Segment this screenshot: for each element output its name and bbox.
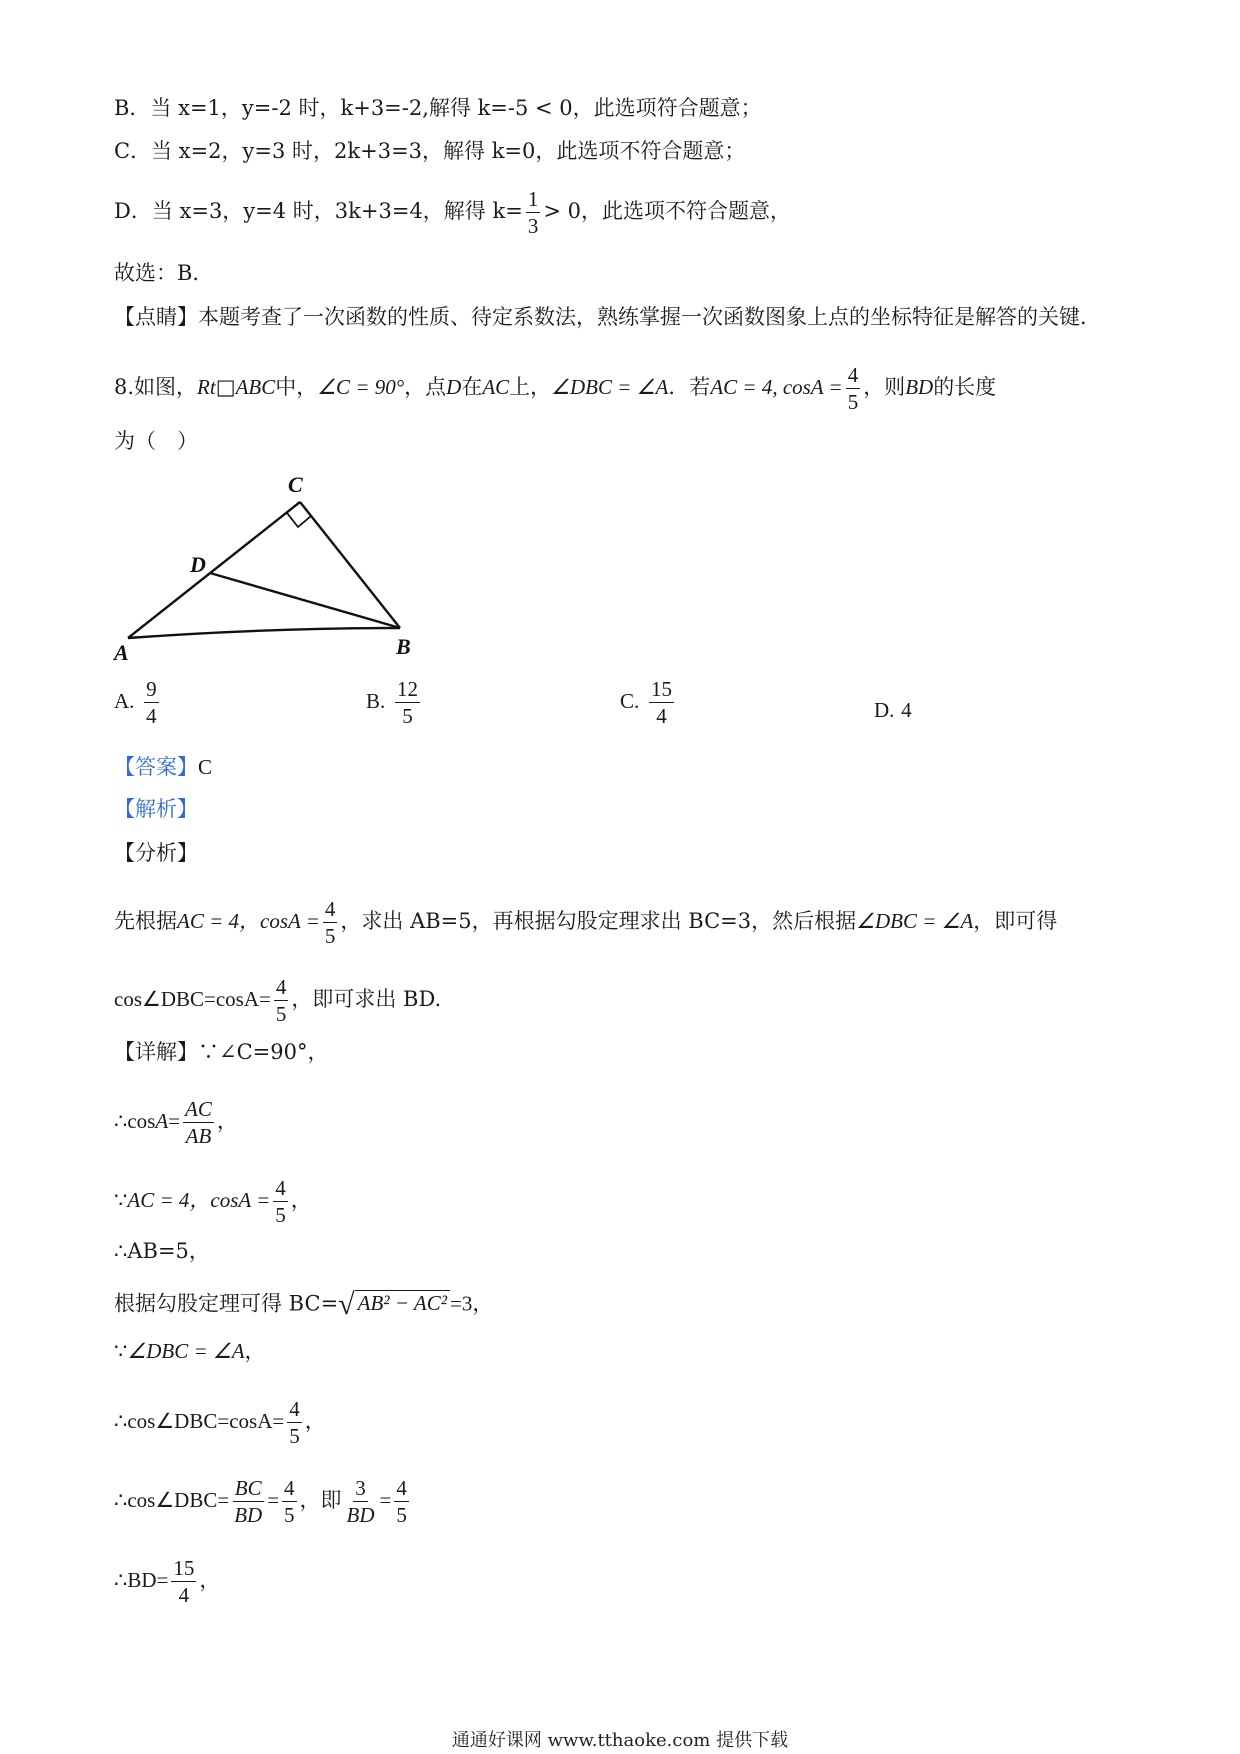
frac-den: 5	[402, 704, 413, 729]
final-choice: 故选：B．	[114, 261, 214, 285]
detail-step-7	[114, 1398, 326, 1447]
choice-label: B.	[366, 689, 386, 714]
q-abc: ABC	[235, 375, 276, 400]
frac-den: AB	[185, 1124, 212, 1149]
q-box: □	[215, 375, 236, 400]
detail-text: ，	[244, 1339, 266, 1363]
detail-frac	[183, 1098, 214, 1147]
answer-value: C	[198, 755, 213, 779]
q-bd: BD	[905, 375, 934, 400]
detail-text: ∴BD=	[114, 1568, 169, 1593]
label-b: B	[396, 634, 411, 659]
detail-text: ∵	[114, 1188, 128, 1213]
detail-text: ∴cos	[114, 1109, 156, 1134]
detail-frac	[232, 1477, 264, 1526]
detail-text: 根据勾股定理可得 BC=	[114, 1291, 339, 1316]
detail-text: ∵	[114, 1339, 128, 1363]
detail-text: ，	[216, 1109, 238, 1134]
frac-den: 5	[847, 390, 859, 415]
frac-den: 5	[275, 1002, 287, 1027]
detail-text: ，即	[299, 1488, 342, 1513]
frac-den: 5	[396, 1503, 407, 1528]
fenxi-line-1	[114, 898, 1057, 947]
detail-step-1: 【详解】∵∠C=90°，	[114, 1040, 329, 1064]
fenxi-frac	[323, 898, 338, 947]
frac-den: 5	[324, 924, 336, 949]
frac-num: 4	[323, 898, 338, 923]
fenxi-text: cos∠DBC=cosA=	[114, 987, 271, 1012]
frac-num: 15	[171, 1557, 196, 1582]
detail-frac	[345, 1477, 377, 1526]
question-8	[114, 364, 996, 413]
segment-db	[210, 573, 400, 628]
detail-step-8	[114, 1477, 412, 1526]
frac-num: 4	[287, 1398, 302, 1423]
detail-math: cosA =	[210, 1188, 271, 1213]
question-8-line2: 为（ ）	[114, 429, 198, 453]
fenxi-frac	[274, 976, 289, 1025]
detail-text: ，	[199, 1568, 221, 1593]
q-text: ，点	[404, 375, 447, 400]
fenxi-text: ，即可得	[973, 909, 1058, 934]
frac-den: BD	[234, 1503, 263, 1528]
q-text: 在	[461, 375, 483, 400]
frac-den: 4	[146, 704, 157, 729]
frac-den: 5	[275, 1203, 286, 1228]
detail-text: =	[379, 1488, 392, 1513]
right-angle-mark	[287, 513, 311, 527]
fenxi-tag: 【分析】	[114, 841, 198, 865]
detail-frac	[287, 1398, 302, 1447]
fenxi-text: 先根据	[114, 909, 177, 934]
q-text: 上，	[509, 375, 552, 400]
comment-paragraph: 【点睛】本题考查了一次函数的性质、待定系数法，熟练掌握一次函数图象上点的坐标特征是解答的关键．	[114, 305, 1101, 329]
frac-num: 3	[353, 1477, 368, 1502]
q-cond: AC = 4, cosA =	[710, 375, 843, 400]
q-text: ，则	[863, 375, 906, 400]
q-text: 中，	[275, 375, 318, 400]
q-text: 8.如图，	[114, 375, 198, 400]
detail-math: AC = 4，	[127, 1188, 211, 1213]
detail-step-6	[114, 1341, 266, 1362]
option-c-analysis: C．当 x=2，y=3 时，2k+3=3，解得 k=0，此选项不符合题意；	[114, 139, 746, 163]
detail-step-2	[114, 1098, 238, 1147]
detail-step-4: ∴AB=5，	[114, 1239, 210, 1263]
label-a: A	[114, 640, 129, 665]
page-footer: 通通好课网 www.tthaoke.com 提供下载	[451, 1730, 789, 1751]
option-d-text-end: > 0，此选项不符合题意，	[543, 199, 791, 224]
q-ac: AC	[482, 375, 510, 400]
detail-text: ∴cos∠DBC=	[114, 1488, 230, 1513]
frac-num: 15	[649, 678, 674, 703]
choice-label: A.	[114, 689, 135, 714]
frac-den: 4	[656, 704, 667, 729]
frac-num: 12	[395, 678, 420, 703]
fenxi-text: ，求出 AB=5，再根据勾股定理求出 BC=3，然后根据	[340, 909, 857, 934]
detail-step-3	[114, 1177, 312, 1226]
frac-num: 1	[526, 188, 541, 213]
radicand: AB² − AC²	[355, 1290, 450, 1320]
fenxi-text: ，即可求出 BD.	[291, 987, 442, 1012]
label-c: C	[288, 472, 303, 497]
radical-sign: √	[338, 1288, 355, 1321]
detail-text: ，	[304, 1409, 326, 1434]
choice-label: C.	[620, 689, 640, 714]
q-angle-c: ∠C = 90°	[317, 375, 405, 400]
side-ac	[128, 502, 300, 638]
choice-d	[874, 698, 912, 723]
detail-step-5	[114, 1290, 493, 1320]
frac-num: 4	[282, 1477, 297, 1502]
triangle-figure	[108, 470, 428, 670]
side-cb	[300, 502, 400, 628]
fenxi-math: AC = 4，	[177, 909, 261, 934]
label-d: D	[190, 552, 206, 577]
detail-frac	[171, 1557, 196, 1606]
choice-fraction	[395, 678, 420, 727]
frac-num: AC	[183, 1098, 214, 1123]
frac-den: 4	[178, 1583, 190, 1608]
choice-fraction	[144, 678, 159, 727]
choice-value: 4	[901, 698, 912, 722]
option-b-analysis: B．当 x=1，y=-2 时，k+3=-2,解得 k=-5 < 0，此选项符合题意；	[114, 96, 762, 120]
frac-num: 4	[273, 1177, 288, 1202]
option-d-analysis	[114, 188, 791, 237]
answer-tag: 【答案】	[114, 755, 198, 779]
choice-label: D.	[874, 698, 895, 722]
frac-den: BD	[346, 1503, 375, 1528]
detail-text: =3，	[450, 1291, 494, 1316]
frac-num: 4	[394, 1477, 409, 1502]
detail-text: =	[267, 1488, 280, 1513]
fraction-one-third	[526, 188, 541, 237]
fenxi-math: cosA =	[260, 909, 320, 934]
q-rt: Rt	[197, 375, 216, 400]
detail-math: A	[155, 1109, 169, 1134]
detail-text: =	[168, 1109, 181, 1134]
q-frac	[846, 364, 861, 413]
detail-frac	[273, 1177, 288, 1226]
choice-b	[366, 678, 423, 727]
fenxi-math: ∠DBC = ∠A	[856, 909, 974, 934]
frac-num: 4	[846, 364, 861, 389]
analysis-tag: 【解析】	[114, 797, 198, 821]
choice-c	[620, 678, 677, 727]
frac-den: 3	[527, 214, 539, 239]
option-d-text: D．当 x=3，y=4 时，3k+3=4，解得 k=	[114, 199, 523, 224]
frac-den: 5	[289, 1424, 300, 1449]
sqrt-expression	[338, 1290, 450, 1320]
detail-frac	[394, 1477, 409, 1526]
frac-num: BC	[233, 1477, 264, 1502]
q-text: ．若	[668, 375, 711, 400]
detail-frac	[282, 1477, 297, 1526]
side-ab	[128, 628, 400, 638]
q-d: D	[446, 375, 462, 400]
choice-a	[114, 678, 162, 727]
q-text: 的长度	[933, 375, 997, 400]
detail-text: ，	[290, 1188, 312, 1213]
detail-text: ∴cos∠DBC=cosA=	[114, 1409, 285, 1434]
frac-den: 5	[284, 1503, 295, 1528]
frac-num: 4	[274, 976, 289, 1001]
choice-fraction	[649, 678, 674, 727]
detail-math: ∠DBC = ∠A	[127, 1339, 245, 1363]
detail-step-9	[114, 1557, 220, 1606]
q-angle-eq: ∠DBC = ∠A	[551, 375, 669, 400]
fenxi-line-2	[114, 976, 441, 1025]
frac-num: 9	[144, 678, 159, 703]
answer-line	[114, 757, 212, 778]
